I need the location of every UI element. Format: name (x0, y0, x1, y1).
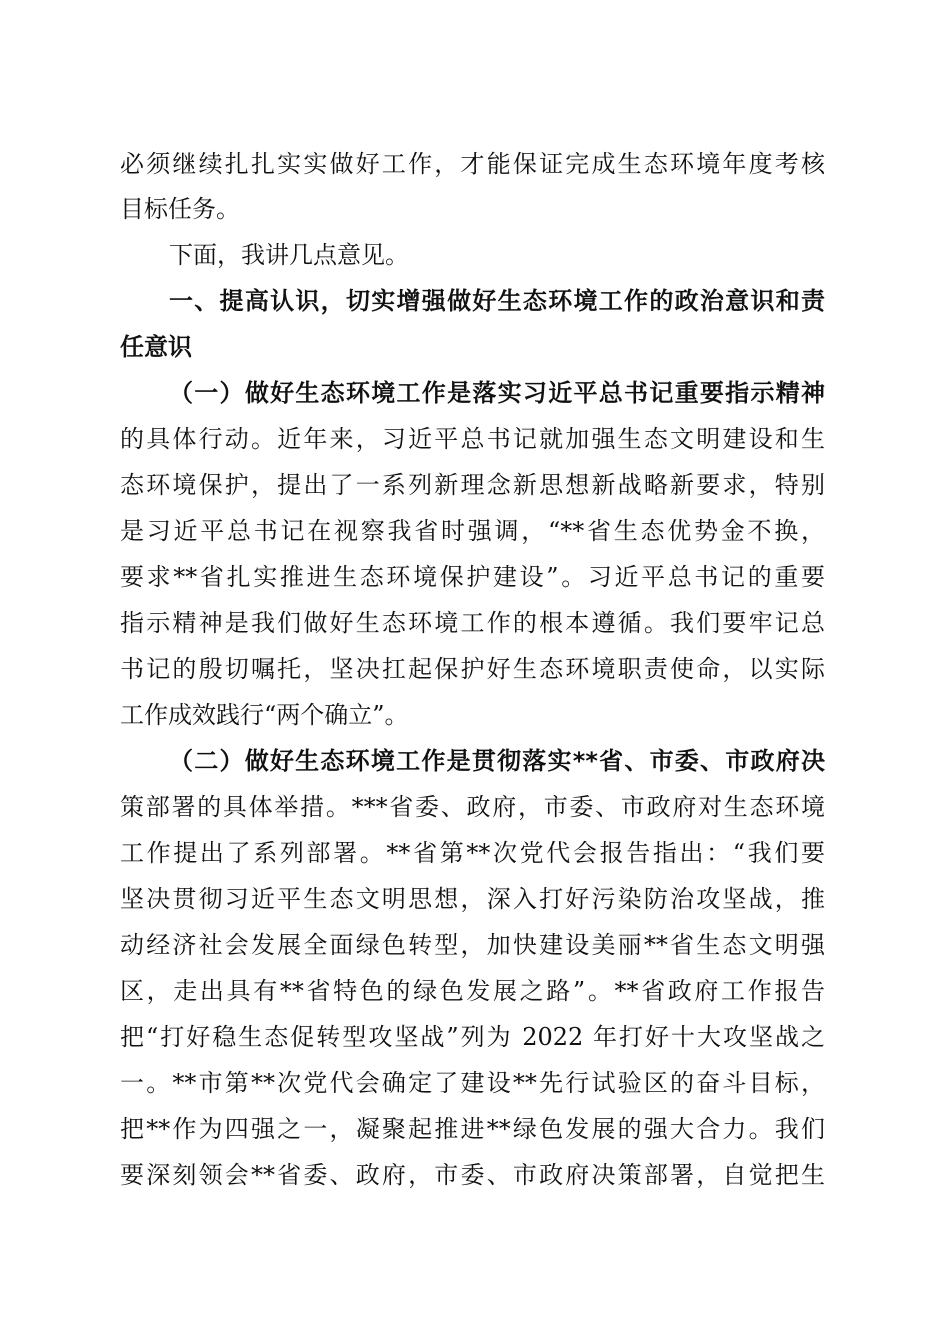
text-line: 把“打好稳生态促转型攻坚战”列为 2022 年打好十大攻坚战之 (120, 1023, 825, 1051)
text-line: 把**作为四强之一，凝聚起推进**绿色发展的强大合力。我们 (120, 1115, 825, 1143)
section-heading: 一、提高认识，切实增强做好生态环境工作的政治意识和责 (169, 287, 825, 315)
text-line: 工作提出了系列部署。**省第**次党代会报告指出：“我们要 (120, 839, 825, 867)
text-line: 的具体行动。近年来，习近平总书记就加强生态文明建设和生 (120, 425, 825, 453)
text-line: 目标任务。 (120, 195, 240, 223)
text-line: 要求**省扎实推进生态环境保护建设”。习近平总书记的重要 (120, 563, 825, 591)
text-line: 态环境保护，提出了一系列新理念新思想新战略新要求，特别 (120, 471, 825, 499)
text-line: 指示精神是我们做好生态环境工作的根本遵循。我们要牢记总 (120, 609, 825, 637)
text-line: 坚决贯彻习近平生态文明思想，深入打好污染防治攻坚战，推 (120, 885, 825, 913)
text-line: 要深刻领会**省委、政府，市委、市政府决策部署，自觉把生 (120, 1161, 825, 1189)
text-line: 下面，我讲几点意见。 (169, 241, 409, 269)
text-line: 区，走出具有**省特色的绿色发展之路”。**省政府工作报告 (120, 977, 825, 1005)
text-line: 工作成效践行“两个确立”。 (120, 701, 409, 729)
text-line: 动经济社会发展全面绿色转型，加快建设美丽**省生态文明强 (120, 931, 825, 959)
subsection-heading: （二）做好生态环境工作是贯彻落实**省、市委、市政府决 (169, 747, 825, 775)
section-heading: 任意识 (120, 333, 192, 361)
subsection-heading: （一）做好生态环境工作是落实习近平总书记重要指示精神 (169, 379, 825, 407)
text-line: 策部署的具体举措。***省委、政府，市委、市政府对生态环境 (120, 793, 825, 821)
text-line: 必须继续扎扎实实做好工作，才能保证完成生态环境年度考核 (120, 150, 825, 178)
text-line: 是习近平总书记在视察我省时强调，“**省生态优势金不换， (120, 517, 825, 545)
text-line: 一。**市第**次党代会确定了建设**先行试验区的奋斗目标， (120, 1069, 825, 1097)
text-line: 书记的殷切嘱托，坚决扛起保护好生态环境职责使命，以实际 (120, 655, 825, 683)
